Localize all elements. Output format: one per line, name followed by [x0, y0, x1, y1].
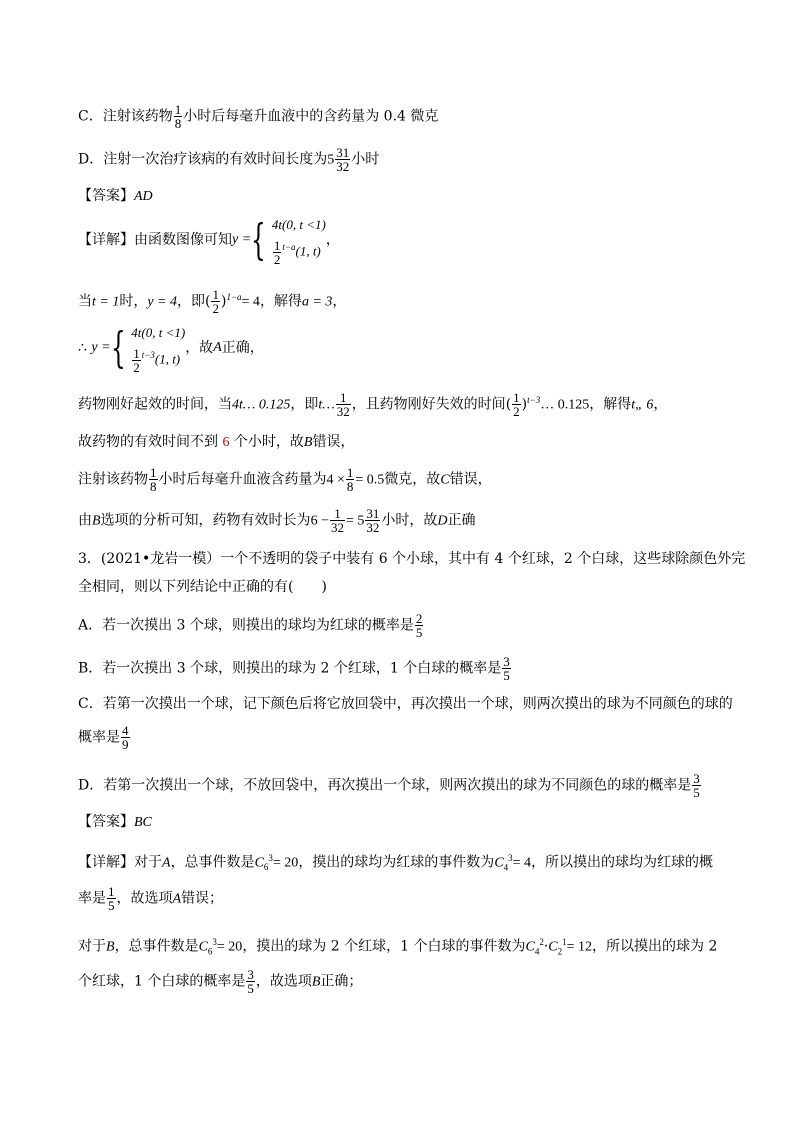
option-b: B．若一次摸出 3 个球，则摸出的球为 2 个红球，1 个白球的概率是 $\frac{3}{5}$ [78, 654, 510, 683]
option-d: D．若第一次摸出一个球，不放回袋中，再次摸出一个球，则两次摸出的球为不同颜色的球的概率是 $\frac{3}{5}$ [78, 771, 700, 800]
answer-tag: 【答案】 [78, 188, 134, 204]
question-text: 全相同，则以下列结论中正确的有( ) [78, 579, 327, 595]
detail-line: 注射该药物 $\frac{1}{8}$ 小时后每毫升血液含药量为4 × $\frac{1}{8}$ = 0.5微克，故C错误， [78, 465, 492, 494]
answer-value: AD [134, 189, 153, 204]
fraction: $\frac{31}{32}$ [336, 145, 350, 174]
detail-line: 【详解】由函数图像可知y ={ 4t(0, t <1) $\frac{1}{2}$ $^{t-a}$(1, t) ， [78, 214, 340, 267]
brace: { [251, 214, 266, 264]
detail-line: 【详解】对于A，总事件数是$C_6^3= 20$，摸出的球均为红球的事件数为$C_4^3= 4$，所以摸出的球均为红球的概 [78, 853, 714, 873]
answer-line [78, 812, 152, 833]
option-c-prev: C．注射该药物 $\frac{1}{8}$ 小时后每毫升血液中的含药量为 0.4 微克 [78, 102, 439, 131]
option-c: C．若第一次摸出一个球，记下颜色后将它放回袋中，再次摸出一个球，则两次摸出的球为不同颜色的球的 [78, 696, 733, 712]
answer-value: BC [134, 815, 152, 830]
detail-line: 对于B，总事件数是$C_6^3= 20$，摸出的球为 2 个红球，1 个白球的事件数为$C_4^2\cdot C_2^1= 12$，所以摸出的球为 2 [78, 937, 718, 957]
detail-line: 故药物的有效时间不到 6 个小时，故B错误， [78, 434, 355, 450]
detail-line: 率是 $\frac{1}{5}$ ，故选项A错误； [78, 884, 224, 913]
detail-line: 药物刚好起效的时间，当4t… 0.125，即t… $\frac{1}{32}$ ，且药物刚好失效的时间( $\frac{1}{2}$ )$^{t-3}$… 0.125，解得t„ 6， [78, 390, 668, 420]
detail-line: 由B选项的分析可知，药物有效时长为6 − $\frac{1}{32}$ = 5 $\frac{31}{32}$ 小时，故D正确 [78, 506, 476, 535]
option-d-prev: D．注射一次治疗该病的有效时间长度为5 $\frac{31}{32}$ 小时 [78, 145, 380, 174]
option-a: A．若一次摸出 3 个球，则摸出的球均为红球的概率是 $\frac{2}{5}$ [78, 611, 423, 640]
detail-line: ∴ y ={ 4t(0, t <1) $\frac{1}{2}$ $^{t-3}$(1, t) ，故A正确， [78, 322, 264, 375]
brace: { [110, 322, 126, 372]
question-text: 3．(2021•龙岩一模）一个不透明的袋子中装有 6 个小球，其中有 4 个红球，2 个白球，这些球除颜色外完 [78, 551, 746, 567]
piecewise-function: 4t(0, t <1) $\frac{1}{2}$ $^{t-3}$(1, t) [131, 325, 186, 375]
detail-tag: 【详解】 [78, 854, 134, 871]
detail-line: 当t = 1时，y = 4，即( $\frac{1}{2}$ )$^{1-a}$= 4，解得a = 3， [78, 287, 347, 317]
answer-line [78, 186, 153, 207]
fraction: $\frac{1}{8}$ [174, 102, 182, 131]
detail-tag: 【详解】 [78, 231, 134, 248]
option-c-cont: 概率是 $\frac{4}{9}$ [78, 723, 129, 752]
piecewise-function: 4t(0, t <1) $\frac{1}{2}$ $^{t-a}$(1, t) [271, 217, 326, 267]
answer-tag: 【答案】 [78, 814, 134, 830]
detail-line: 个红球，1 个白球的概率是 $\frac{3}{5}$ ，故选项B正确； [78, 967, 363, 996]
